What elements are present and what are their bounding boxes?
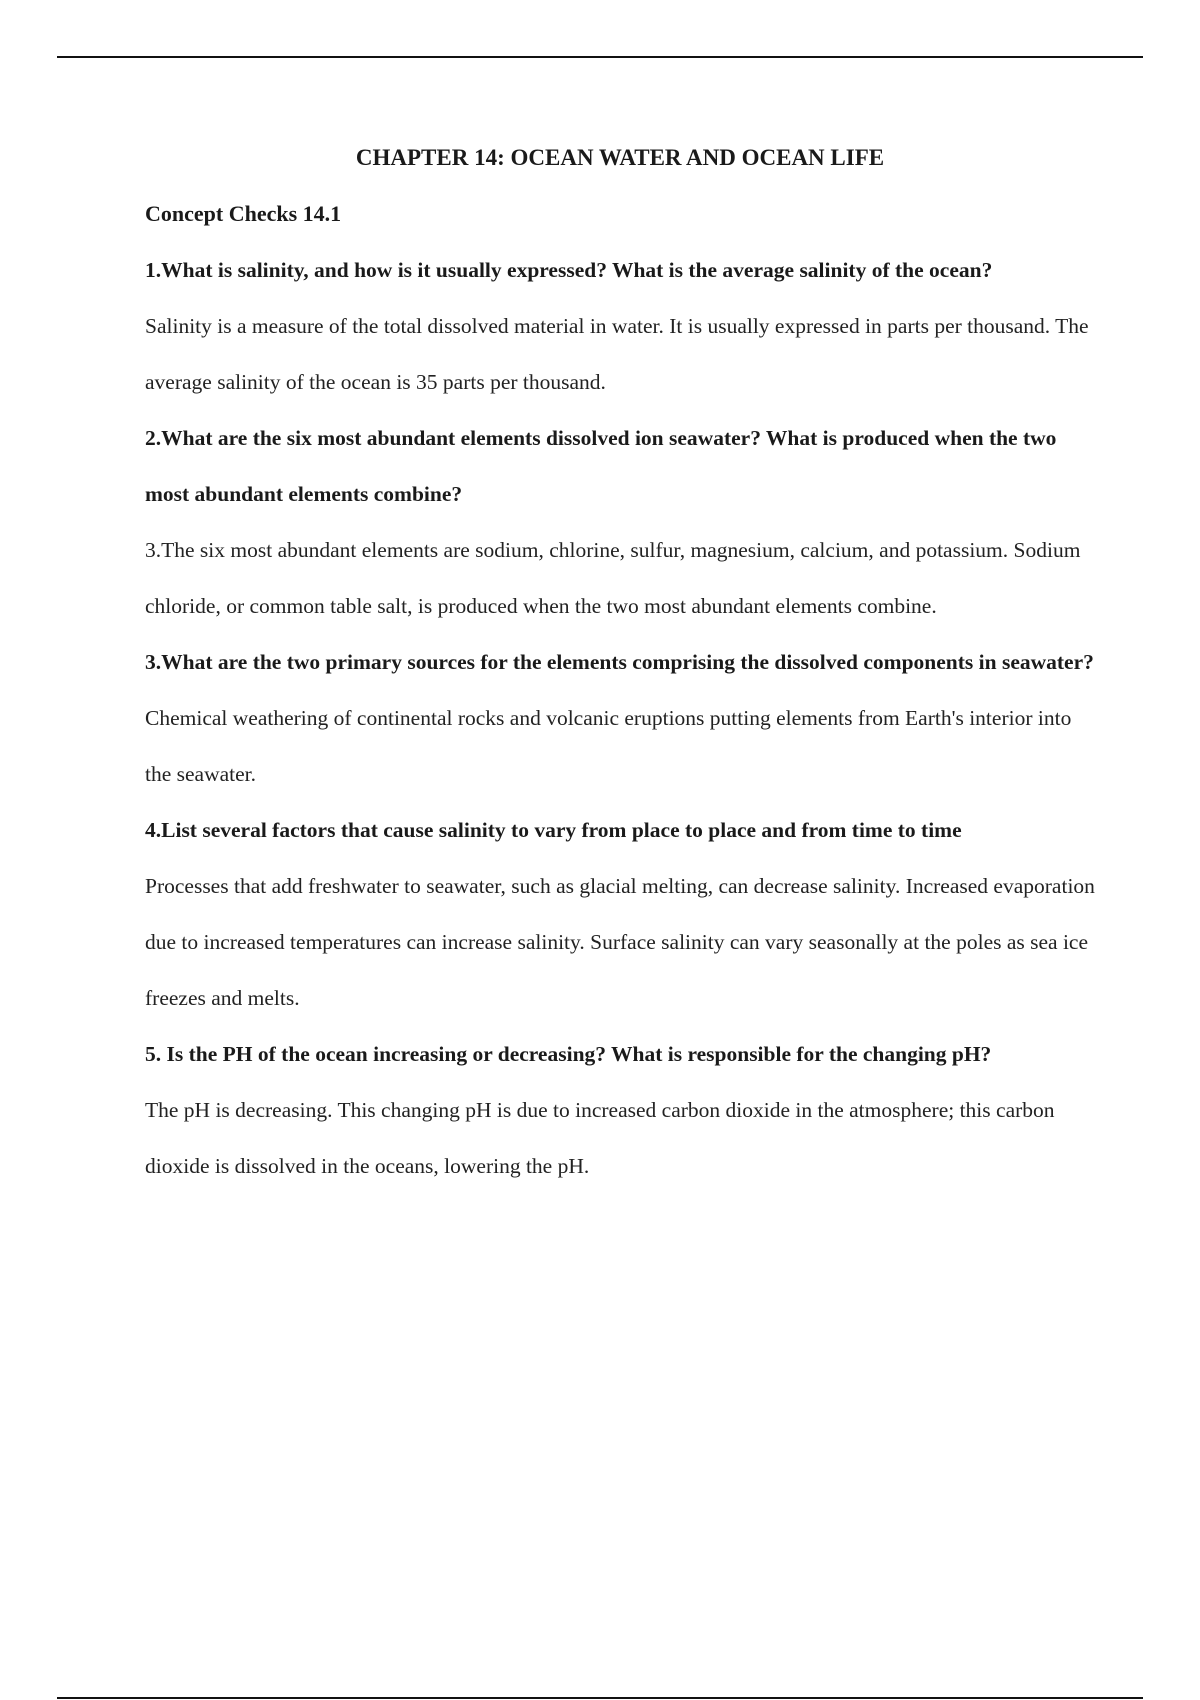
answer-3: Chemical weathering of continental rocks and volcanic eruptions putting elements from Earth's interior into the seawater.: [145, 706, 1072, 786]
answer-1: Salinity is a measure of the total dissolved material in water. It is usually expressed in parts per thousand. The average salinity of the ocean is 35 parts per thousand.: [145, 314, 1089, 394]
question-3: 3.What are the two primary sources for the elements comprising the dissolved components in seawater?: [145, 650, 1094, 674]
question-5: 5. Is the PH of the ocean increasing or decreasing? What is responsible for the changing pH?: [145, 1042, 992, 1066]
answer-5: The pH is decreasing. This changing pH is due to increased carbon dioxide in the atmosphere; this carbon dioxide is dissolved in the oceans, lowering the pH.: [145, 1098, 1055, 1178]
top-divider: [57, 56, 1143, 58]
chapter-title: CHAPTER 14: OCEAN WATER AND OCEAN LIFE: [355, 145, 885, 170]
bottom-divider: [57, 1697, 1143, 1699]
question-2: 2.What are the six most abundant elements dissolved ion seawater? What is produced when the two most abundant elements combine?: [145, 426, 1057, 506]
question-4: 4.List several factors that cause salinity to vary from place to place and from time to time: [145, 818, 962, 842]
question-1: 1.What is salinity, and how is it usually expressed? What is the average salinity of the ocean?: [145, 258, 993, 282]
section-heading: Concept Checks 14.1: [145, 201, 342, 226]
answer-4: Processes that add freshwater to seawater, such as glacial melting, can decrease salinity. Increased evaporation due to increased temperatures can increase salinity. Surface salinity can vary seasonally at the poles as sea ice freezes and melts.: [145, 874, 1095, 1010]
document-body: [145, 130, 1095, 1194]
answer-2: 3.The six most abundant elements are sodium, chlorine, sulfur, magnesium, calcium, and potassium. Sodium chloride, or common table salt, is produced when the two most abundant elements combine.: [145, 538, 1081, 618]
